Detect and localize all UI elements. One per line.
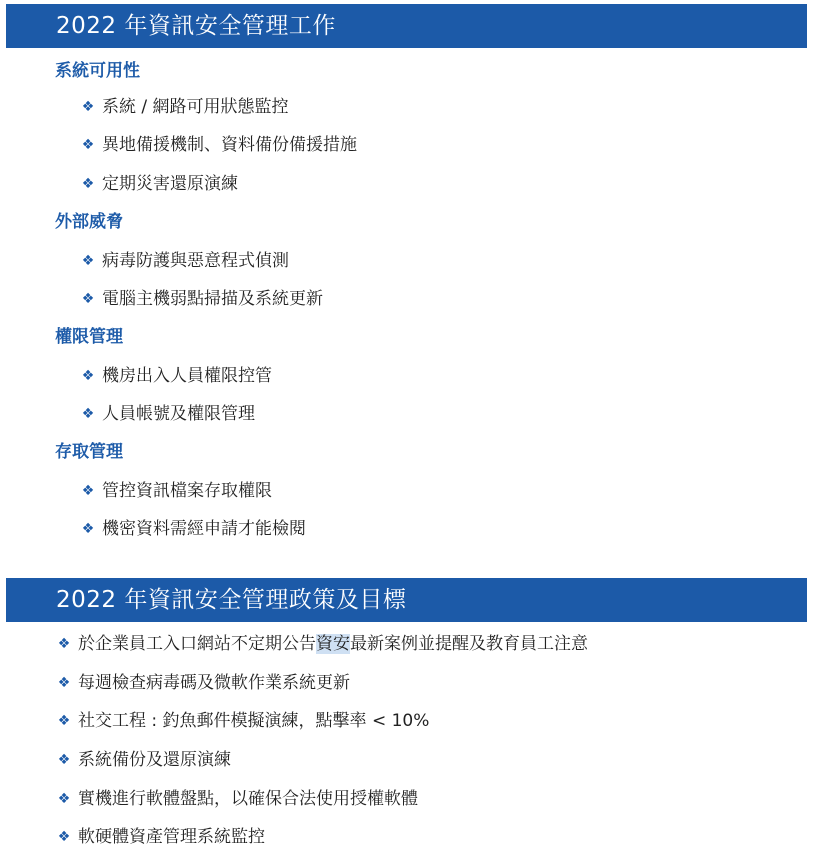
diamond-bullet-icon: ❖ xyxy=(81,521,95,537)
category-access-management: 存取管理 xyxy=(55,442,123,462)
diamond-bullet-icon: ❖ xyxy=(81,368,95,384)
list-item-text: 管控資訊檔案存取權限 xyxy=(102,481,272,501)
list-item xyxy=(80,246,289,276)
diamond-bullet-icon: ❖ xyxy=(57,752,71,768)
diamond-bullet-icon: ❖ xyxy=(81,176,95,192)
diamond-bullet-icon: ❖ xyxy=(57,675,71,691)
diamond-bullet-icon: ❖ xyxy=(81,253,95,269)
list-item-text: 人員帳號及權限管理 xyxy=(102,404,255,424)
list-item xyxy=(80,514,306,544)
diamond-bullet-icon: ❖ xyxy=(57,829,71,845)
diamond-bullet-icon: ❖ xyxy=(81,483,95,499)
category-availability: 系統可用性 xyxy=(55,61,140,81)
list-item-text: 系統 / 網路可用狀態監控 xyxy=(102,97,289,117)
diamond-bullet-icon: ❖ xyxy=(57,636,71,652)
list-item-text-after: 最新案例並提醒及教育員工注意 xyxy=(350,634,588,654)
diamond-bullet-icon: ❖ xyxy=(57,791,71,807)
list-item-text: 軟硬體資產管理系統監控 xyxy=(78,827,265,847)
list-item xyxy=(80,284,323,314)
list-item-text-before: 於企業員工入口網站不定期公告 xyxy=(78,634,316,654)
diamond-bullet-icon: ❖ xyxy=(81,406,95,422)
list-item xyxy=(80,169,238,199)
section-title-policy: 2022 年資訊安全管理政策及目標 xyxy=(6,578,807,622)
list-item xyxy=(80,361,272,391)
category-permission-management: 權限管理 xyxy=(55,327,123,347)
list-item xyxy=(56,745,231,775)
list-item xyxy=(56,822,265,852)
section-title-work: 2022 年資訊安全管理工作 xyxy=(6,4,807,48)
list-item xyxy=(80,130,357,160)
diamond-bullet-icon: ❖ xyxy=(81,99,95,115)
list-item xyxy=(80,476,272,506)
list-item-text: 電腦主機弱點掃描及系統更新 xyxy=(102,289,323,309)
category-external-threat: 外部威脅 xyxy=(55,212,123,232)
list-item-text: 實機進行軟體盤點，以確保合法使用授權軟體 xyxy=(78,789,418,809)
list-item-text: 每週檢查病毒碼及微軟作業系統更新 xyxy=(78,673,350,693)
list-item xyxy=(80,399,255,429)
diamond-bullet-icon: ❖ xyxy=(81,291,95,307)
list-item xyxy=(56,706,429,736)
list-item-text: 病毒防護與惡意程式偵測 xyxy=(102,251,289,271)
diamond-bullet-icon: ❖ xyxy=(57,713,71,729)
diamond-bullet-icon: ❖ xyxy=(81,137,95,153)
list-item xyxy=(80,92,289,122)
list-item-text: 異地備援機制、資料備份備援措施 xyxy=(102,135,357,155)
list-item-text: 機房出入人員權限控管 xyxy=(102,366,272,386)
list-item-text: 社交工程 : 釣魚郵件模擬演練，點擊率 < 10% xyxy=(78,711,430,731)
list-item xyxy=(56,629,588,659)
list-item-text: 系統備份及還原演練 xyxy=(78,750,231,770)
list-item-text: 定期災害還原演練 xyxy=(102,174,238,194)
list-item xyxy=(56,668,350,698)
list-item-text: 機密資料需經申請才能檢閱 xyxy=(102,519,306,539)
highlighted-text: 資安 xyxy=(316,634,350,654)
list-item xyxy=(56,784,418,814)
